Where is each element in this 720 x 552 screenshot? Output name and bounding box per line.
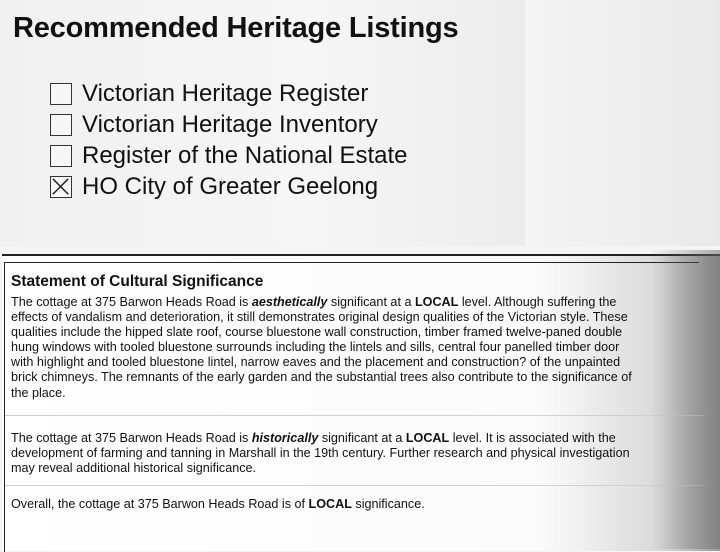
paragraph-line: the place. xyxy=(11,385,66,400)
paragraph-line: The cottage at 375 Barwon Heads Road is historically significant at a LOCAL level. It is associated with the xyxy=(11,431,616,445)
listing-row-ho-geelong xyxy=(50,171,408,202)
checkbox-vhi[interactable] xyxy=(50,114,72,136)
listing-label: Victorian Heritage Inventory xyxy=(82,110,378,138)
paragraph-line: development of farming and tanning in Marshall in the 19th century. Further research and physical investigation xyxy=(11,446,630,461)
statement-box xyxy=(4,262,699,552)
aesthetic-significance-paragraph xyxy=(11,295,701,401)
page-title: Recommended Heritage Listings xyxy=(13,12,459,44)
checked-cross-icon xyxy=(51,177,71,197)
listing-row-vhr xyxy=(50,78,408,109)
background-page-bleed xyxy=(540,0,720,246)
listing-label: Register of the National Estate xyxy=(82,141,408,169)
statement-section xyxy=(2,254,720,551)
paragraph-line: qualities include the hipped slate roof, course bluestone wall construction, timber framed twelve-paned double xyxy=(11,325,623,340)
statement-title: Statement of Cultural Significance xyxy=(11,273,264,290)
faint-bleed-line xyxy=(5,415,705,416)
listings-panel xyxy=(0,0,525,246)
paragraph-line: The cottage at 375 Barwon Heads Road is aesthetically significant at a LOCAL level. Although suffering the xyxy=(11,295,617,309)
listing-label: Victorian Heritage Register xyxy=(82,79,369,107)
overall-significance-paragraph xyxy=(11,497,701,512)
listing-row-vhi xyxy=(50,109,408,140)
paragraph-line: Overall, the cottage at 375 Barwon Heads Road is of LOCAL significance. xyxy=(11,497,425,511)
paragraph-line: hung windows with tooled bluestone surrounds including the lintels and sills, central four panelled timber door xyxy=(11,340,620,355)
paragraph-line: brick chimneys. The remnants of the early garden and the substantial trees also contribute to the significance of xyxy=(11,370,632,385)
faint-bleed-line xyxy=(5,485,705,486)
checkbox-vhr[interactable] xyxy=(50,83,72,105)
checkbox-rne[interactable] xyxy=(50,145,72,167)
paragraph-line: may reveal additional historical significance. xyxy=(11,461,257,476)
heritage-listing-list xyxy=(50,78,408,202)
checkbox-ho-geelong[interactable] xyxy=(50,176,72,198)
historic-significance-paragraph xyxy=(11,431,701,476)
paragraph-line: with highlight and tooled bluestone lintel, narrow eaves and the placement and construction? of the unpainted xyxy=(11,355,621,370)
paragraph-line: effects of vandalism and deterioration, it still demonstrates original design qualities of the Victorian style. These xyxy=(11,310,628,325)
listing-label: HO City of Greater Geelong xyxy=(82,172,379,200)
listing-row-rne xyxy=(50,140,408,171)
